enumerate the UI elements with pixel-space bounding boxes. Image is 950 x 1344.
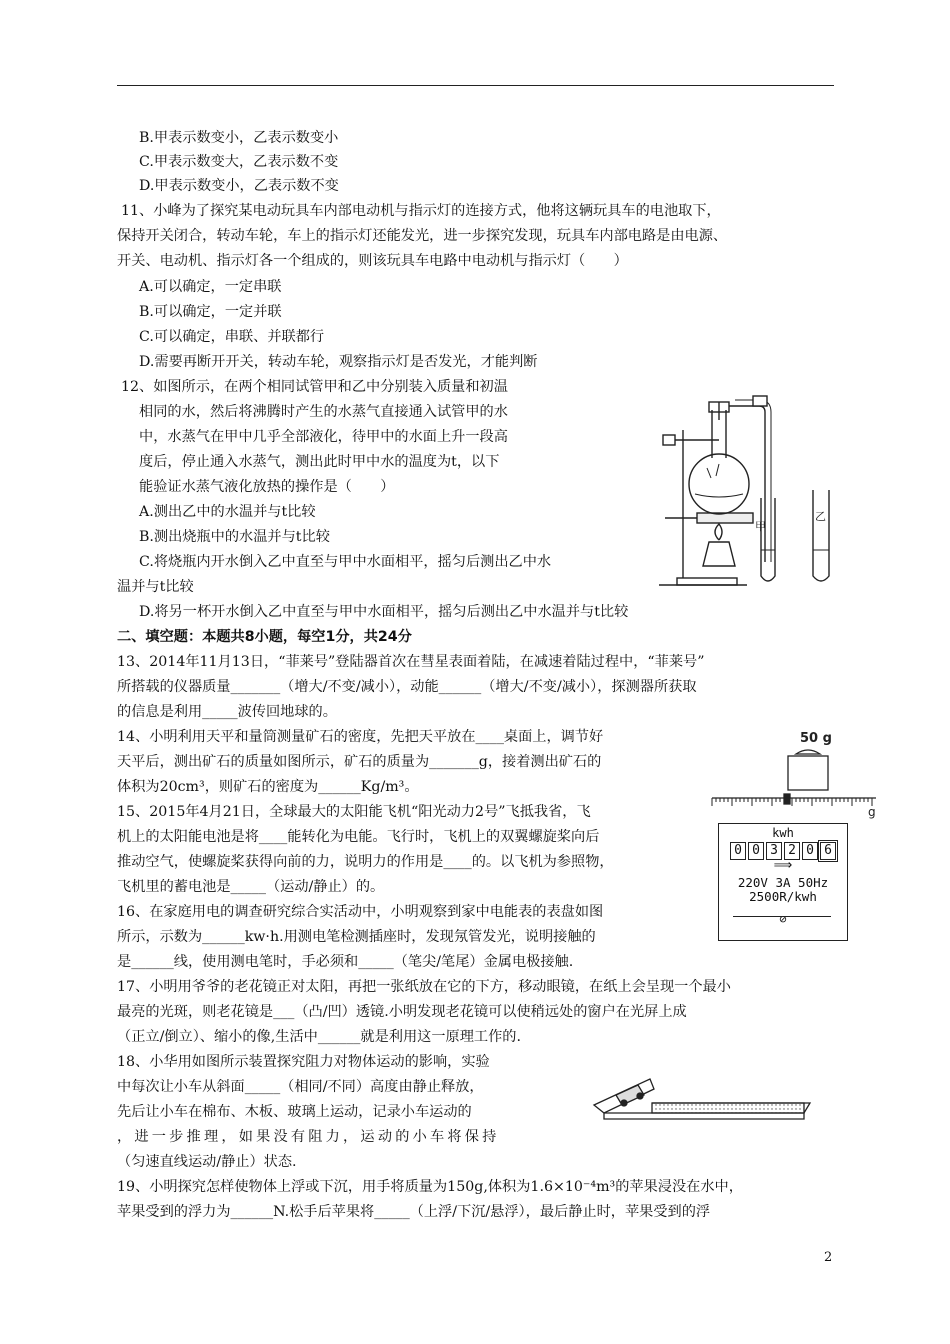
- meter-digit: 0: [802, 842, 818, 860]
- question-18-line: （匀速直线运动/静止）状态.: [117, 1154, 297, 1170]
- question-12-line: 12、如图所示，在两个相同试管甲和乙中分别装入质量和初温: [121, 379, 508, 395]
- question-16-line: 所示，示数为______kw·h.用测电笔检测插座时，发现氖管发光，说明接触的: [117, 929, 596, 945]
- incline-cart-figure: [590, 1075, 815, 1135]
- track-texture: [652, 1103, 804, 1113]
- question-11-line: 开关、电动机、指示灯各一个组成的，则该玩具车电路中电动机与指示灯（ ）: [117, 253, 628, 269]
- question-19-line: 19、小明探究怎样使物体上浮或下沉，用手将质量为150g,体积为1.6×10⁻⁴m³的苹果浸没在水中，: [117, 1179, 743, 1195]
- question-15-line: 推动空气，使螺旋桨获得向前的力，说明力的作用是____的。以飞机为参照物，: [117, 854, 614, 870]
- rider: [784, 794, 790, 804]
- option-line: D.将另一杯开水倒入乙中直至与甲中水面相平，摇匀后测出乙中水温并与t比较: [139, 604, 629, 620]
- weight-label: 50 g: [800, 731, 832, 746]
- option-line: C.甲表示数变大，乙表示数不变: [139, 154, 339, 170]
- flame: [715, 524, 722, 540]
- section-heading: 二、填空题：本题共8小题，每空1分，共24分: [117, 629, 412, 645]
- meter-arrow: ⟹: [773, 858, 793, 873]
- question-15-line: 机上的太阳能电池是将____能转化为电能。飞行时，飞机上的双翼螺旋桨向后: [117, 829, 600, 845]
- flask-bulb: [689, 454, 749, 514]
- question-14-line: 体积为20cm³，则矿石的密度为______Kg/m³。: [117, 779, 419, 795]
- balance-figure: [708, 720, 888, 820]
- tube-yi: [813, 490, 829, 581]
- option-line: C.将烧瓶内开水倒入乙中直至与甲中水面相平，摇匀后测出乙中水: [139, 554, 552, 570]
- scale-ticks: [712, 798, 872, 806]
- question-17-line: （正立/倒立）、缩小的像,生活中______就是利用这一原理工作的.: [117, 1029, 521, 1045]
- cart-wheel: [621, 1100, 627, 1106]
- question-12-line: 度后，停止通入水蒸气，测出此时甲中水的温度为t，以下: [139, 454, 500, 470]
- track-edge: [604, 1113, 804, 1119]
- meter-digit: 0: [748, 842, 764, 860]
- steam-apparatus-figure: [655, 390, 855, 590]
- question-14-line: 14、小明利用天平和量筒测量矿石的密度，先把天平放在____桌面上，调节好: [117, 729, 604, 745]
- option-line: D.甲表示数变小，乙表示数不变: [139, 178, 339, 194]
- tube-jia: [761, 498, 775, 581]
- question-11-line: 11、小峰为了探究某电动玩具车内部电动机与指示灯的连接方式，他将这辆玩具车的电池取下，: [121, 203, 721, 219]
- question-19-line: 苹果受到的浮力为______N.松手后苹果将_____（上浮/下沉/悬浮），最后静止时，苹果受到的浮: [117, 1204, 711, 1220]
- question-18-line: 18、小华用如图所示装置探究阻力对物体运动的影响，实验: [117, 1054, 490, 1070]
- scale-unit: g: [868, 805, 876, 819]
- question-15-line: 15、2015年4月21日，全球最大的太阳能飞机“阳光动力2号”飞抵我省，飞: [117, 804, 591, 820]
- question-13-line: 所搭载的仪器质量_______（增大/不变/减小），动能______（增大/不变/减小），探测器所获取: [117, 679, 697, 695]
- question-11-line: 保持开关闭合，转动车轮，车上的指示灯还能发光，进一步探究发现，玩具车内部电路是由电源、: [117, 228, 728, 244]
- meter-digit: 0: [730, 842, 746, 860]
- question-18-line: ，进一步推理，如果没有阻力，运动的小车将保持: [117, 1129, 500, 1145]
- question-16-line: 16、在家庭用电的调查研究综合实活动中，小明观察到家中电能表的表盘如图: [117, 904, 604, 920]
- question-12-line: 相同的水，然后将沸腾时产生的水蒸气直接通入试管甲的水: [139, 404, 508, 420]
- weight-knob: [796, 750, 820, 754]
- alcohol-lamp: [703, 542, 735, 566]
- delivery-tube: [729, 406, 765, 562]
- option-line: B.测出烧瓶中的水温并与t比较: [139, 529, 330, 545]
- weight-block: [788, 756, 828, 790]
- question-18-line: 先后让小车在棉布、木板、玻璃上运动，记录小车运动的: [117, 1104, 472, 1120]
- option-line: A.测出乙中的水温并与t比较: [139, 504, 316, 520]
- tube-jia-label: 甲: [755, 520, 766, 533]
- stand-foot: [677, 578, 737, 585]
- question-18-line: 中每次让小车从斜面_____（相同/不同）高度由静止释放，: [117, 1079, 484, 1095]
- question-13-line: 13、2014年11月13日，“菲莱号”登陆器首次在彗星表面着陆，在减速着陆过程中，“菲莱号”: [117, 654, 705, 670]
- meter-digit: 6: [820, 842, 836, 860]
- meter-unit: kwh: [772, 826, 794, 840]
- option-line: B.可以确定，一定并联: [139, 304, 282, 320]
- option-line: C.可以确定，串联、并联都行: [139, 329, 325, 345]
- option-line: B.甲表示数变小，乙表示数变小: [139, 130, 339, 146]
- energy-meter-figure: [718, 823, 848, 941]
- question-17-line: 最亮的光斑，则老花镜是___（凸/凹）透镜.小明发现老花镜可以使稍远处的窗户在光屏上成: [117, 1004, 687, 1020]
- meter-digit: 3: [766, 842, 782, 860]
- question-12-line: 能验证水蒸气液化放热的操作是（ ）: [139, 479, 395, 495]
- meter-spec-1: 220V 3A 50Hz: [737, 875, 829, 890]
- question-12-line: 中，水蒸气在甲中几乎全部液化，待甲中的水面上升一段高: [139, 429, 508, 445]
- meter-digit: 2: [784, 842, 800, 860]
- option-line: A.可以确定，一定串联: [139, 279, 282, 295]
- question-15-line: 飞机里的蓄电池是_____（运动/静止）的。: [117, 879, 385, 895]
- option-line: D.需要再断开开关，转动车轮，观察指示灯是否发光，才能判断: [139, 354, 538, 370]
- question-17-line: 17、小明用爷爷的老花镜正对太阳，再把一张纸放在它的下方，移动眼镜，在纸上会呈现一个最小: [117, 979, 731, 995]
- header-rule: [117, 85, 834, 86]
- tube-yi-label: 乙: [815, 510, 826, 523]
- cart-wheel: [637, 1093, 643, 1099]
- page-number: 2: [824, 1250, 833, 1265]
- question-14-line: 天平后，测出矿石的质量如图所示，矿石的质量为_______g，接着测出矿石的: [117, 754, 602, 770]
- question-16-line: 是______线，使用测电笔时，手必须和_____（笔尖/笔尾）金属电极接触.: [117, 954, 574, 970]
- question-13-line: 的信息是利用_____波传回地球的。: [117, 704, 337, 720]
- option-line: 温并与t比较: [117, 579, 194, 595]
- meter-spec-2: 2500R/kwh: [749, 889, 817, 904]
- meter-knob-icon: ⊘: [779, 912, 787, 926]
